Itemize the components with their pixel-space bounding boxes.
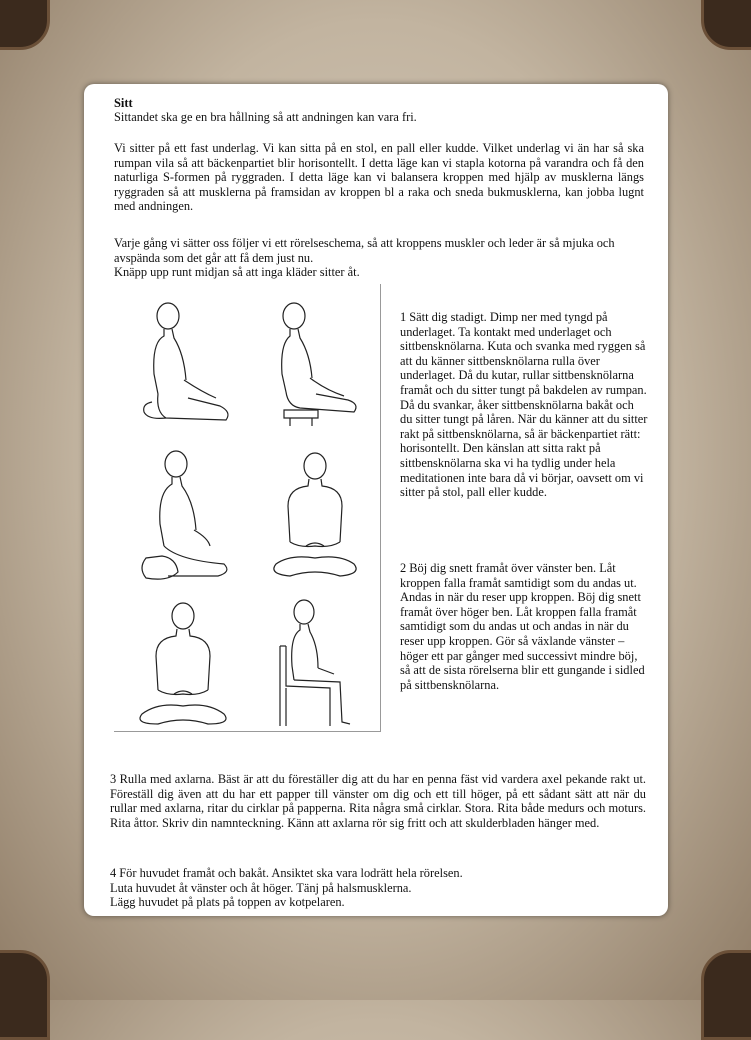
frame-corner-top-right: [701, 0, 751, 50]
seated-bench-figure: [260, 294, 370, 434]
chair-side-figure: [260, 596, 370, 731]
step-1-text: 1 Sätt dig stadigt. Dimp ner med tyngd på underlaget. Ta kontakt med underlaget och sittbensknölarna. Kuta och svanka med ryggen så att du känner sittbensknölarna rulla över underlaget. Då du kutar, rullar sittbensknölarna framåt och du sitter tungt på bakdelen av rumpan. Då du svankar, åker sittbensknölarna bakåt och du sitter tungt på låren. När du känner att du sitter rakt på sittbensknölarna, så är bäckenpartiet rätt: horisontellt. Den känslan att sitta rakt på sittbensknölarna ska vi ha tydlig under hela meditationen inte bara då vi börjar, oavsett om vi sitter på stol, pall eller kudde.: [400, 310, 648, 500]
step-4-text: 4 För huvudet framåt och bakåt. Ansiktet ska vara lodrätt hela rörelsen. Luta huvudet åt vänster och åt höger. Tänj på halsmusklerna. Lägg huvudet på plats på toppen av kotpelaren.: [110, 866, 463, 910]
frame-corner-bottom-right: [701, 950, 751, 1040]
document-page: [84, 84, 668, 916]
cross-legged-front-figure: [260, 446, 370, 586]
frame-corner-bottom-left: [0, 950, 50, 1040]
paragraph-rorelseschema: Varje gång vi sätter oss följer vi ett rörelseschema, så att kroppens muskler och leder är så mjuka och avspända som det går att få dem just nu. Knäpp upp runt midjan så att inga kläder sitter åt.: [114, 236, 615, 280]
step-3-text: 3 Rulla med axlarna. Bäst är att du föreställer dig att du har en penna fäst vid vardera axel pekande rakt ut. Föreställ dig även att du har ett papper till vänster om dig och ett till höger, på ett sådant sätt att när du rullar med axlarna, ritar du cirklar på papperna. Rita några små cirklar. Stora. Rita både medurs och moturs. Rita åttor. Skriv din namnteckning. Känn att axlarna rör sig fritt och att skulderbladen hänger med.: [110, 772, 646, 830]
step-2-text: 2 Böj dig snett framåt över vänster ben. Låt kroppen falla framåt samtidigt som du andas ut. Andas in när du reser upp kroppen. Böj dig snett framåt över höger ben. Låt kroppen falla framåt samtidigt som du andas ut och andas in när du reser upp kroppen. Gör så växlande vänster – höger ett par gånger med successivt mindre böj, så att de sista rörelserna blir ett gungande i sidled på sittbensknölarna.: [400, 561, 645, 692]
intro-text: Sittandet ska ge en bra hållning så att andningen kan vara fri.: [114, 110, 417, 124]
lotus-front-figure: [128, 596, 238, 731]
page-title: Sitt: [114, 96, 133, 110]
frame-corner-top-left: [0, 0, 50, 50]
kneeling-side-figure: [128, 294, 238, 434]
paragraph-underlag: Vi sitter på ett fast underlag. Vi kan sitta på en stol, en pall eller kudde. Vilket underlag vi än har så ska rumpan vila så att bäckenpartiet blir horisontellt. I detta läge kan vi stapla kotorna på varandra och få den naturliga S-formen på ryggraden. I detta läge kan vi balansera kroppen med hjälp av musklerna längs ryggraden så att musklerna på framsidan av kroppen bl a raka och sneda bukmusklerna, kan jobba lugnt med andningen.: [114, 141, 644, 214]
cushion-side-figure: [128, 446, 238, 586]
